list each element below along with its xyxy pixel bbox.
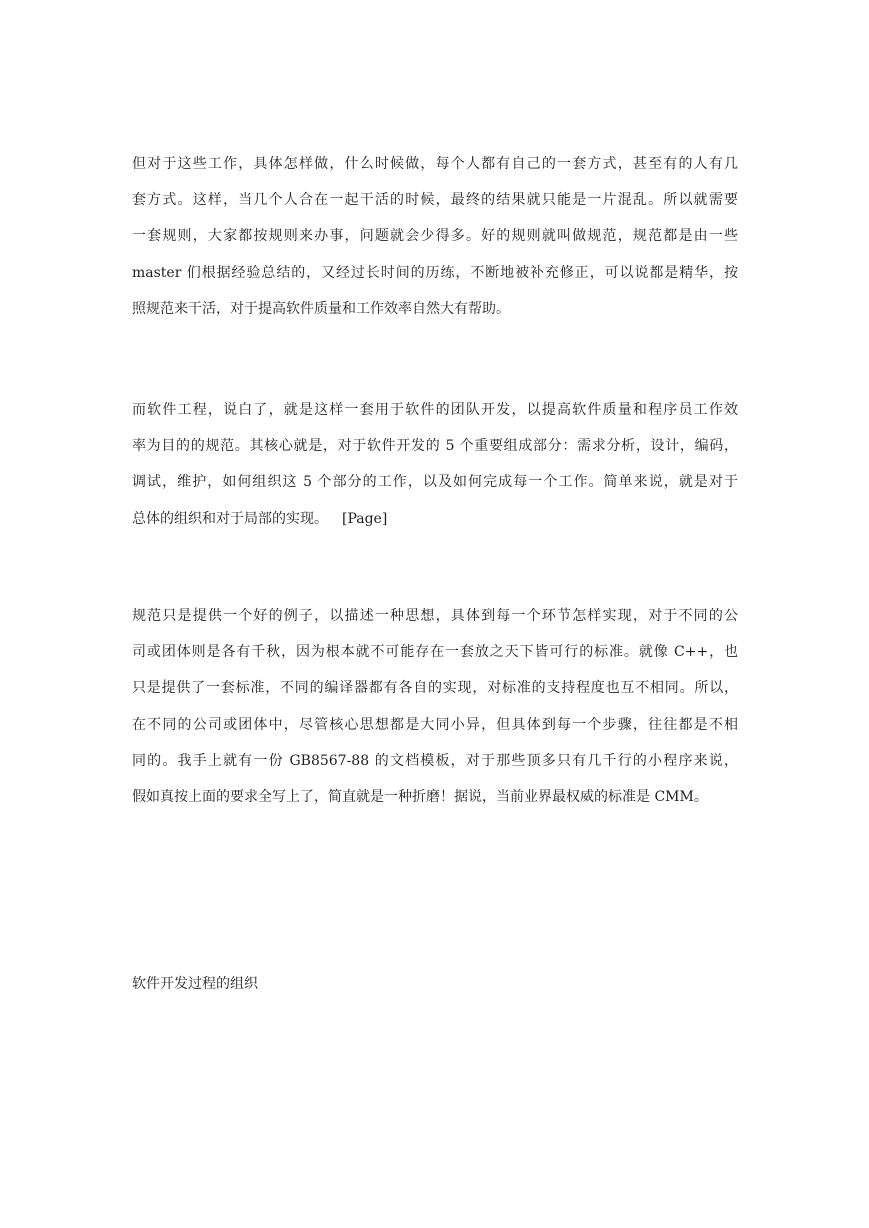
text-line: 一套规则，大家都按规则来办事，问题就会少得多。好的规则就叫做规范，规范都是由一些 bbox=[132, 228, 738, 245]
page-marker: [Page] bbox=[342, 510, 388, 527]
text-line bbox=[132, 501, 738, 537]
text-line: 率为目的的规范。其核心就是，对于软件开发的 5 个重要组成部分：需求分析，设计，编码， bbox=[132, 438, 738, 455]
text-line: master 们根据经验总结的，又经过长时间的历练，不断地被补充修正，可以说都是精华，按 bbox=[132, 264, 738, 281]
text-line: 但对于这些工作，具体怎样做，什么时候做，每个人都有自己的一套方式，甚至有的人有几 bbox=[132, 156, 738, 172]
text-line: 在不同的公司或团体中，尽管核心思想都是大同小异，但具体到每一个步骤，往往都是不相 bbox=[132, 716, 738, 733]
text-line: 只是提供了一套标准，不同的编译器都有各自的实现，对标准的支持程度也互不相同。所以， bbox=[132, 680, 738, 697]
paragraph-3 bbox=[132, 598, 738, 815]
paragraph-1 bbox=[132, 146, 738, 327]
section-heading: 软件开发过程的组织 bbox=[132, 976, 258, 992]
text-line: 同的。我手上就有一份 GB8567-88 的文档模板，对于那些顶多只有几千行的小程序来说， bbox=[132, 752, 738, 769]
paragraph-2 bbox=[132, 392, 738, 537]
text-line: 假如真按上面的要求全写上了，简直就是一种折磨！据说，当前业界最权威的标准是 CMM。 bbox=[132, 788, 708, 805]
text-line: 规范只是提供一个好的例子，以描述一种思想，具体到每一个环节怎样实现，对于不同的公 bbox=[132, 608, 738, 624]
text-line: 照规范来干活，对于提高软件质量和工作效率自然大有帮助。 bbox=[132, 300, 510, 317]
text-line: 而软件工程，说白了，就是这样一套用于软件的团队开发，以提高软件质量和程序员工作效 bbox=[132, 402, 738, 418]
text-line: 套方式。这样，当几个人合在一起干活的时候，最终的结果就只能是一片混乱。所以就需要 bbox=[132, 192, 738, 209]
text-line: 调试，维护，如何组织这 5 个部分的工作，以及如何完成每一个工作。简单来说，就是对于 bbox=[132, 474, 738, 491]
text-line-content: 总体的组织和对于局部的实现。 bbox=[132, 510, 328, 527]
text-line: 司或团体则是各有千秋，因为根本就不可能存在一套放之天下皆可行的标准。就像 C++，也 bbox=[132, 644, 738, 661]
